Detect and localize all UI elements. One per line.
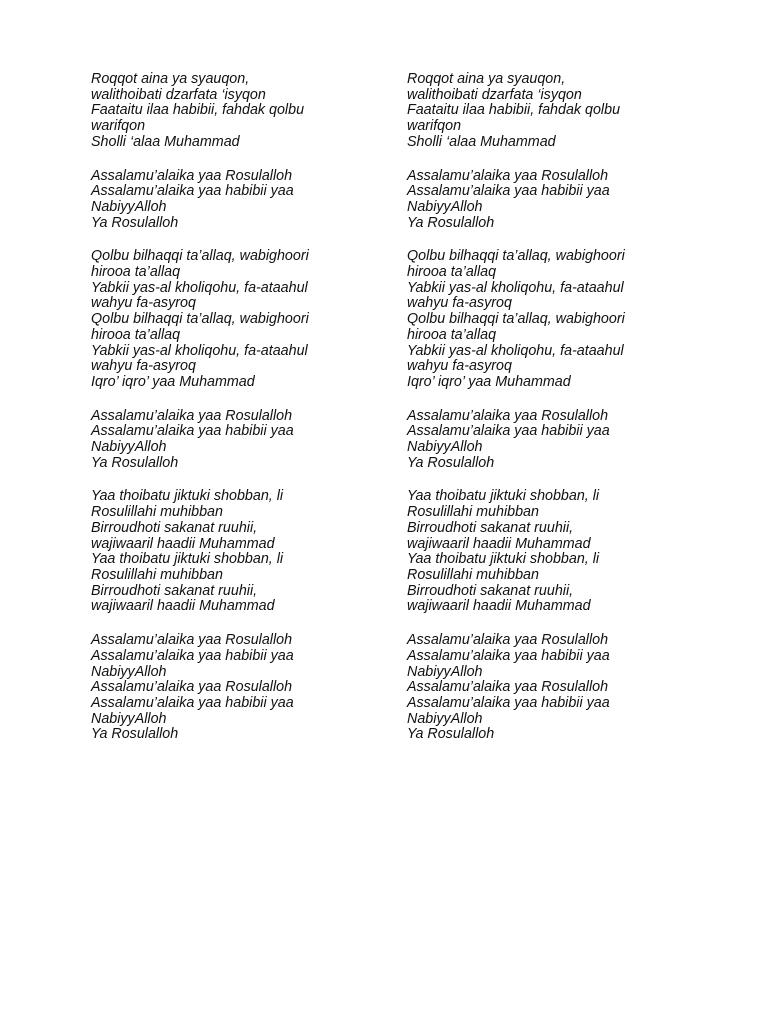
lyric-line: Birroudhoti sakanat ruuhii, (91, 519, 258, 536)
lyric-line: walithoibati dzarfata ‘isyqon (407, 86, 582, 103)
lyric-line: hirooa ta’allaq (407, 264, 497, 281)
lyric-line: Assalamu’alaika yaa habibii yaa (91, 183, 294, 200)
lyric-line: Birroudhoti sakanat ruuhii, (407, 519, 574, 536)
lyric-line: NabiyyAlloh (407, 710, 483, 727)
lyric-line: Ya Rosulalloh (91, 726, 179, 743)
stanza (407, 72, 697, 151)
lyric-line: Faataitu ilaa habibii, fahdak qolbu (407, 102, 621, 119)
lyric-line: Faataitu ilaa habibii, fahdak qolbu (91, 102, 305, 119)
stanza (407, 249, 697, 390)
lyric-line: Assalamu’alaika yaa habibii yaa (91, 647, 294, 664)
lyric-line: NabiyyAlloh (407, 663, 483, 680)
lyrics-column-right (407, 72, 697, 761)
lyric-line: Sholli ‘alaa Muhammad (407, 133, 556, 150)
lyric-line: walithoibati dzarfata ‘isyqon (91, 86, 266, 103)
lyric-line: Qolbu bilhaqqi ta’allaq, wabighoori (407, 311, 625, 328)
lyric-line: Ya Rosulalloh (407, 454, 495, 471)
lyric-line: Iqro’ iqro’ yaa Muhammad (91, 373, 255, 390)
lyric-line: Assalamu’alaika yaa Rosulalloh (91, 167, 293, 184)
lyric-line: Qolbu bilhaqqi ta’allaq, wabighoori (91, 311, 309, 328)
lyric-line: Assalamu’alaika yaa Rosulalloh (91, 407, 293, 424)
lyric-line: Assalamu’alaika yaa habibii yaa (407, 183, 610, 200)
lyric-line: NabiyyAlloh (91, 439, 167, 456)
lyric-line: Yaa thoibatu jiktuki shobban, li (91, 488, 284, 505)
lyric-line: wajiwaaril haadii Muhammad (407, 598, 591, 615)
lyric-line: Ya Rosulalloh (407, 214, 495, 231)
lyric-line: hirooa ta’allaq (407, 326, 497, 343)
lyric-line: Yaa thoibatu jiktuki shobban, li (91, 551, 284, 568)
lyric-line: Qolbu bilhaqqi ta’allaq, wabighoori (91, 248, 309, 265)
lyric-line: wahyu fa-asyroq (407, 295, 512, 312)
lyrics-column-left (91, 72, 381, 761)
lyric-line: wajiwaaril haadii Muhammad (91, 535, 275, 552)
lyric-line: Assalamu’alaika yaa habibii yaa (407, 694, 610, 711)
lyric-line: Yabkii yas-al kholiqohu, fa-ataahul (407, 279, 624, 296)
lyric-line: Assalamu’alaika yaa Rosulalloh (407, 407, 609, 424)
lyric-line: Iqro’ iqro’ yaa Muhammad (407, 373, 571, 390)
stanza (91, 169, 381, 232)
stanza (407, 169, 697, 232)
stanza (407, 633, 697, 743)
lyric-line: wahyu fa-asyroq (407, 358, 512, 375)
lyric-line: Assalamu’alaika yaa Rosulalloh (91, 679, 293, 696)
lyric-line: wajiwaaril haadii Muhammad (91, 598, 275, 615)
lyric-line: Assalamu’alaika yaa habibii yaa (407, 647, 610, 664)
lyric-line: Qolbu bilhaqqi ta’allaq, wabighoori (407, 248, 625, 265)
lyric-line: Yabkii yas-al kholiqohu, fa-ataahul (407, 342, 624, 359)
lyric-line: Assalamu’alaika yaa Rosulalloh (407, 679, 609, 696)
lyric-line: Rosulillahi muhibban (91, 504, 223, 521)
lyric-line: Assalamu’alaika yaa habibii yaa (91, 423, 294, 440)
lyric-line: Yaa thoibatu jiktuki shobban, li (407, 488, 600, 505)
lyric-line: Assalamu’alaika yaa Rosulalloh (407, 167, 609, 184)
lyric-line: Yabkii yas-al kholiqohu, fa-ataahul (91, 342, 308, 359)
lyric-line: Birroudhoti sakanat ruuhii, (407, 582, 574, 599)
stanza (91, 633, 381, 743)
lyric-line: NabiyyAlloh (91, 710, 167, 727)
lyric-line: hirooa ta’allaq (91, 326, 181, 343)
lyric-line: Yabkii yas-al kholiqohu, fa-ataahul (91, 279, 308, 296)
lyric-line: warifqon (407, 118, 462, 135)
lyric-line: Assalamu’alaika yaa habibii yaa (407, 423, 610, 440)
stanza (407, 489, 697, 615)
stanza (91, 489, 381, 615)
lyric-line: Ya Rosulalloh (407, 726, 495, 743)
lyric-line: Rosulillahi muhibban (407, 504, 539, 521)
lyric-line: NabiyyAlloh (91, 198, 167, 215)
lyric-line: wahyu fa-asyroq (91, 358, 196, 375)
lyric-line: wajiwaaril haadii Muhammad (407, 535, 591, 552)
lyric-line: hirooa ta’allaq (91, 264, 181, 281)
lyric-line: Ya Rosulalloh (91, 214, 179, 231)
lyric-line: NabiyyAlloh (407, 198, 483, 215)
stanza (407, 409, 697, 472)
lyric-line: Assalamu’alaika yaa Rosulalloh (407, 632, 609, 649)
lyric-line: Assalamu’alaika yaa Rosulalloh (91, 632, 293, 649)
lyric-line: Roqqot aina ya syauqon, (91, 71, 250, 87)
lyric-line: Birroudhoti sakanat ruuhii, (91, 582, 258, 599)
lyric-line: Rosulillahi muhibban (91, 566, 223, 583)
stanza (91, 72, 381, 151)
lyric-line: Roqqot aina ya syauqon, (407, 71, 566, 87)
lyric-line: Assalamu’alaika yaa habibii yaa (91, 694, 294, 711)
lyric-line: Sholli ‘alaa Muhammad (91, 133, 240, 150)
lyric-line: warifqon (91, 118, 146, 135)
lyric-line: NabiyyAlloh (407, 439, 483, 456)
stanza (91, 249, 381, 390)
lyric-line: Yaa thoibatu jiktuki shobban, li (407, 551, 600, 568)
lyric-line: wahyu fa-asyroq (91, 295, 196, 312)
lyric-line: Ya Rosulalloh (91, 454, 179, 471)
lyric-line: Rosulillahi muhibban (407, 566, 539, 583)
lyric-line: NabiyyAlloh (91, 663, 167, 680)
stanza (91, 409, 381, 472)
